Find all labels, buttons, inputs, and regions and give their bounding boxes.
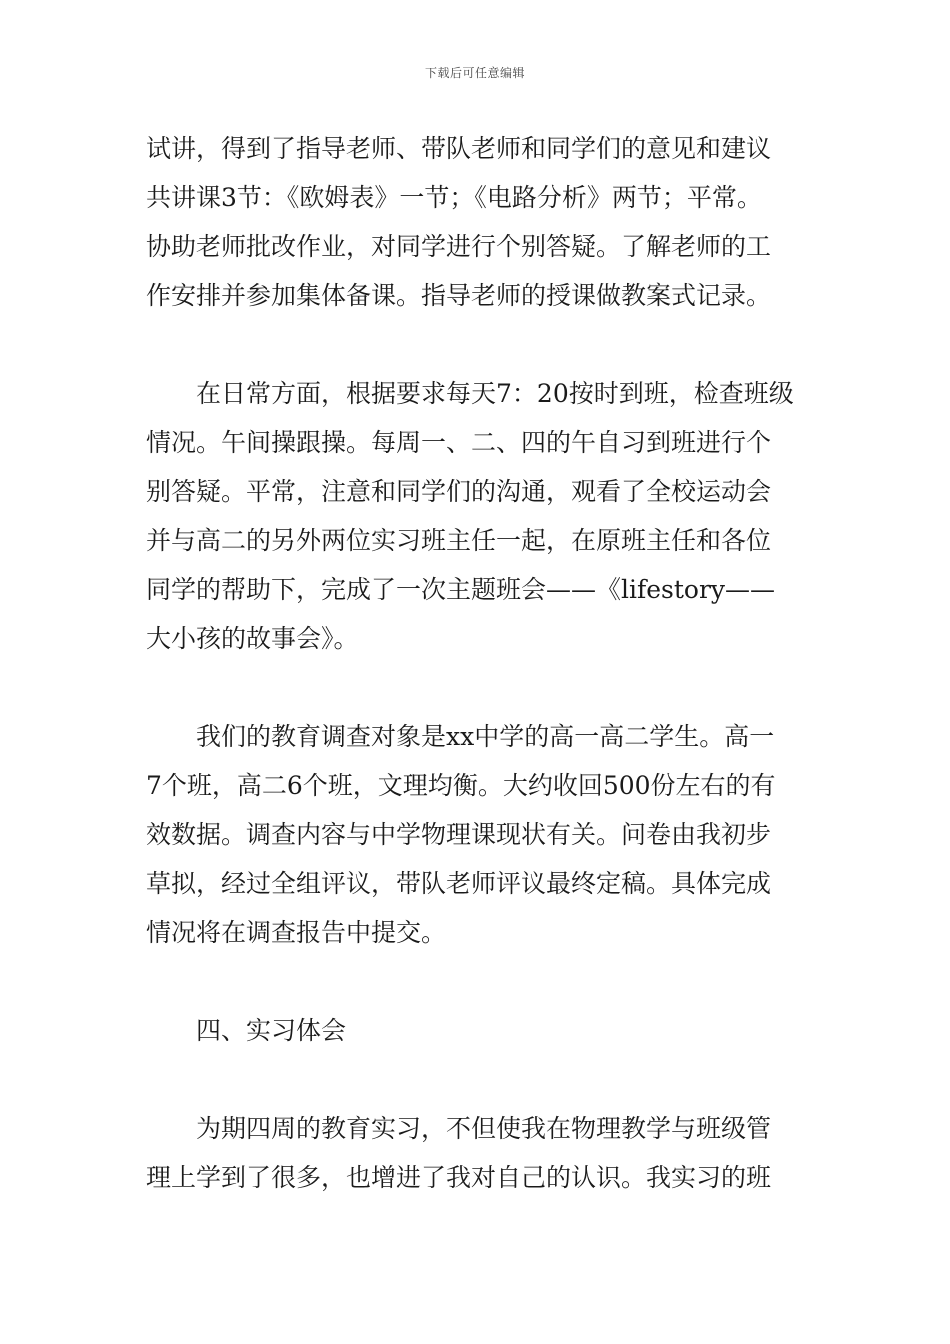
paragraph-gap <box>146 663 806 712</box>
section-heading-internship-reflection: 四、实习体会 <box>146 1016 347 1045</box>
paragraph-gap <box>146 957 806 1006</box>
paragraph-education-survey: 我们的教育调查对象是xx中学的高一高二学生。高一 7个班，高二6个班，文理均衡。大约收回500份左右的有 效数据。调查内容与中学物理课现状有关。问卷由我初步 草拟，经过全组评议，带队老师评议最终定稿。具体完成 情况将在调查报告中提交。 <box>146 722 776 947</box>
paragraph-daily-duties: 在日常方面，根据要求每天7：20按时到班，检查班级 情况。午间操跟操。每周一、二、四的午自习到班进行个 别答疑。平常，注意和同学们的沟通，观看了全校运动会 并与高二的另外两位实习班主任一起，在原班主任和各位 同学的帮助下，完成了一次主题班会——《lifestory—— 大小孩的故事会》。 <box>146 379 794 653</box>
document-body <box>146 124 806 1202</box>
paragraph-gap <box>146 1055 806 1104</box>
page-header: 下载后可任意编辑 <box>424 66 525 80</box>
paragraph-reflection: 为期四周的教育实习，不但使我在物理教学与班级管 理上学到了很多，也增进了我对自己的认识。我实习的班 <box>146 1114 772 1192</box>
paragraph-gap <box>146 320 806 369</box>
paragraph-teaching: 试讲，得到了指导老师、带队老师和同学们的意见和建议 共讲课3节：《欧姆表》一节；《电路分析》两节；平常。 协助老师批改作业，对同学进行个别答疑。了解老师的工 作安排并参加集体备课。指导老师的授课做教案式记录。 <box>146 134 772 310</box>
